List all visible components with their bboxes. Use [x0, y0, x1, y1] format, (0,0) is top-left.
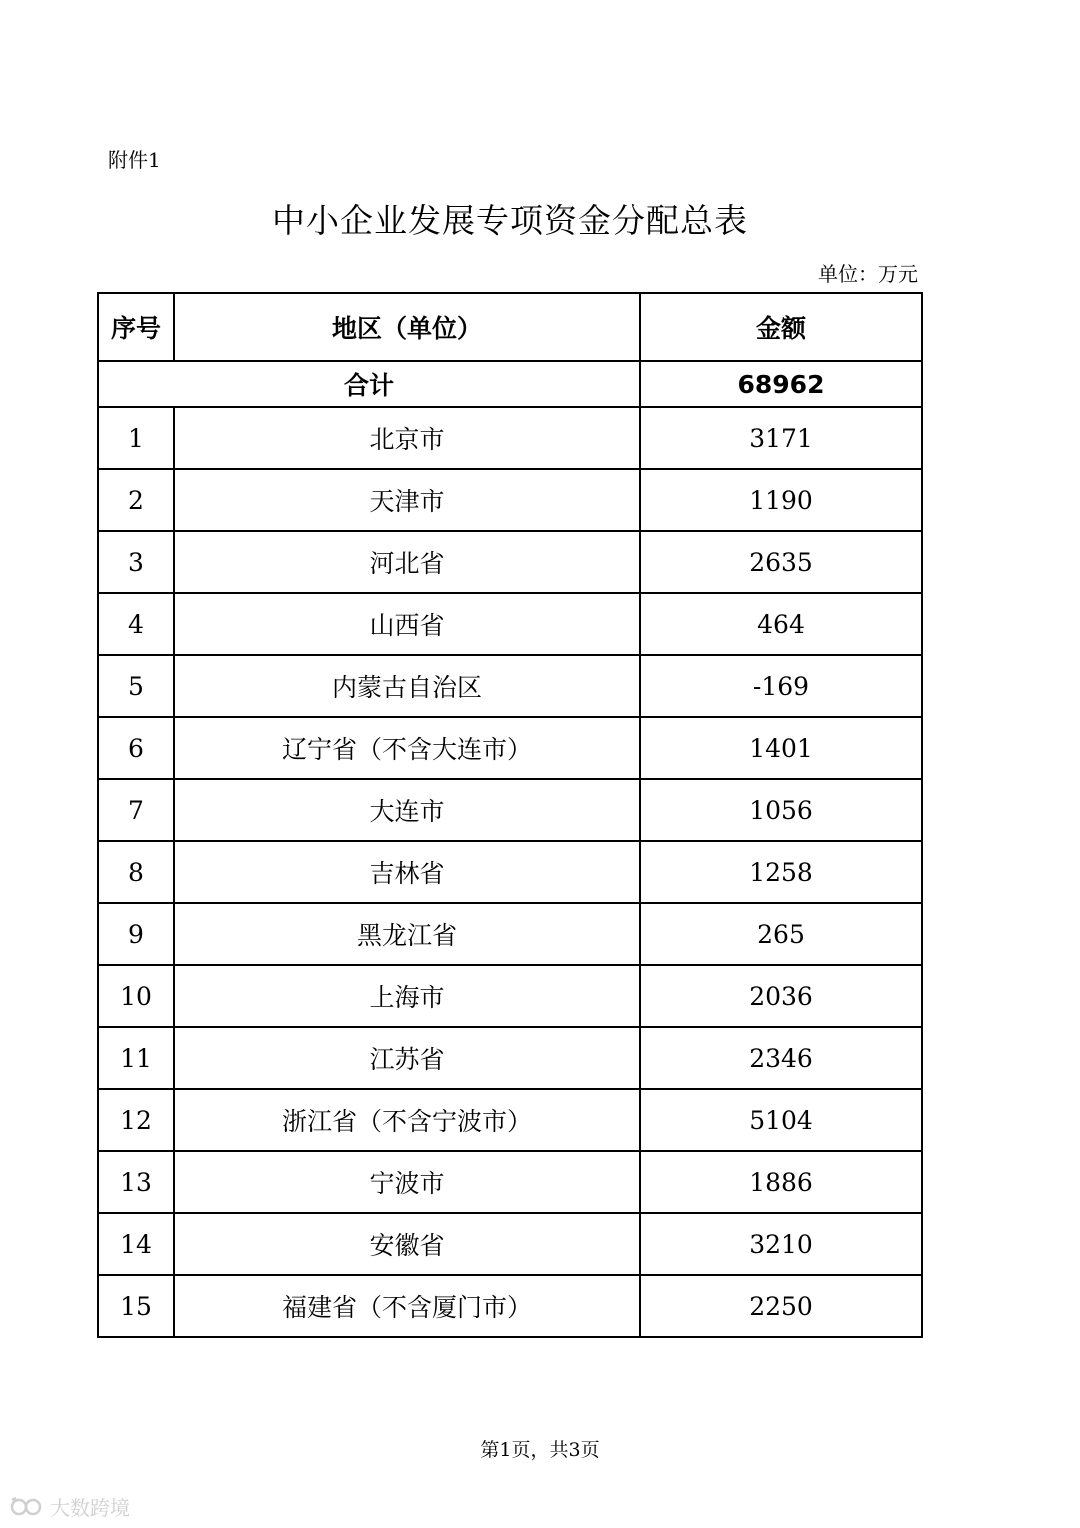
row-region-cell: 辽宁省（不含大连市）	[174, 717, 640, 779]
total-label: 合计	[98, 361, 640, 407]
table-row	[98, 841, 922, 903]
column-header-region: 地区（单位）	[174, 293, 640, 361]
row-amount-cell: 1190	[640, 469, 922, 531]
row-seq-cell: 9	[98, 903, 174, 965]
total-row	[98, 361, 922, 407]
row-amount-cell: 3210	[640, 1213, 922, 1275]
table-row	[98, 469, 922, 531]
row-seq-cell: 5	[98, 655, 174, 717]
row-amount-cell: 2250	[640, 1275, 922, 1337]
table-row	[98, 1151, 922, 1213]
row-region-cell: 山西省	[174, 593, 640, 655]
row-region-cell: 黑龙江省	[174, 903, 640, 965]
row-region-cell: 浙江省（不含宁波市）	[174, 1089, 640, 1151]
row-seq-cell: 14	[98, 1213, 174, 1275]
unit-label: 单位：万元	[818, 262, 918, 286]
row-seq-cell: 8	[98, 841, 174, 903]
table-row	[98, 1275, 922, 1337]
row-region-cell: 上海市	[174, 965, 640, 1027]
watermark-text: 大数跨境	[50, 1496, 130, 1520]
row-amount-cell: 5104	[640, 1089, 922, 1151]
row-seq-cell: 3	[98, 531, 174, 593]
watermark	[10, 1492, 130, 1521]
row-amount-cell: 464	[640, 593, 922, 655]
table-row	[98, 593, 922, 655]
row-region-cell: 宁波市	[174, 1151, 640, 1213]
attachment-label: 附件1	[108, 148, 161, 172]
row-seq-cell: 1	[98, 407, 174, 469]
table-row	[98, 407, 922, 469]
row-region-cell: 大连市	[174, 779, 640, 841]
table-header-row	[98, 293, 922, 361]
row-amount-cell: 1886	[640, 1151, 922, 1213]
row-seq-cell: 11	[98, 1027, 174, 1089]
column-header-seq: 序号	[98, 293, 174, 361]
table-row	[98, 1089, 922, 1151]
row-amount-cell: 3171	[640, 407, 922, 469]
table-row	[98, 965, 922, 1027]
table-row	[98, 1027, 922, 1089]
row-seq-cell: 6	[98, 717, 174, 779]
row-seq-cell: 4	[98, 593, 174, 655]
total-amount: 68962	[640, 361, 922, 407]
row-region-cell: 吉林省	[174, 841, 640, 903]
row-amount-cell: -169	[640, 655, 922, 717]
brand-logo-icon	[10, 1496, 44, 1518]
table-row	[98, 717, 922, 779]
row-region-cell: 福建省（不含厦门市）	[174, 1275, 640, 1337]
row-region-cell: 北京市	[174, 407, 640, 469]
row-seq-cell: 13	[98, 1151, 174, 1213]
row-region-cell: 河北省	[174, 531, 640, 593]
row-amount-cell: 265	[640, 903, 922, 965]
table-row	[98, 903, 922, 965]
row-seq-cell: 15	[98, 1275, 174, 1337]
row-amount-cell: 2635	[640, 531, 922, 593]
allocation-table	[97, 292, 923, 1338]
row-amount-cell: 2036	[640, 965, 922, 1027]
row-region-cell: 天津市	[174, 469, 640, 531]
row-amount-cell: 1258	[640, 841, 922, 903]
row-seq-cell: 2	[98, 469, 174, 531]
page-indicator: 第1页，共3页	[480, 1439, 600, 1461]
row-region-cell: 江苏省	[174, 1027, 640, 1089]
row-amount-cell: 1056	[640, 779, 922, 841]
row-seq-cell: 12	[98, 1089, 174, 1151]
table-row	[98, 779, 922, 841]
row-region-cell: 安徽省	[174, 1213, 640, 1275]
table-row	[98, 1213, 922, 1275]
document-title: 中小企业发展专项资金分配总表	[272, 201, 748, 240]
table-row	[98, 655, 922, 717]
row-region-cell: 内蒙古自治区	[174, 655, 640, 717]
row-seq-cell: 7	[98, 779, 174, 841]
table-row	[98, 531, 922, 593]
row-seq-cell: 10	[98, 965, 174, 1027]
row-amount-cell: 2346	[640, 1027, 922, 1089]
row-amount-cell: 1401	[640, 717, 922, 779]
column-header-amount: 金额	[640, 293, 922, 361]
